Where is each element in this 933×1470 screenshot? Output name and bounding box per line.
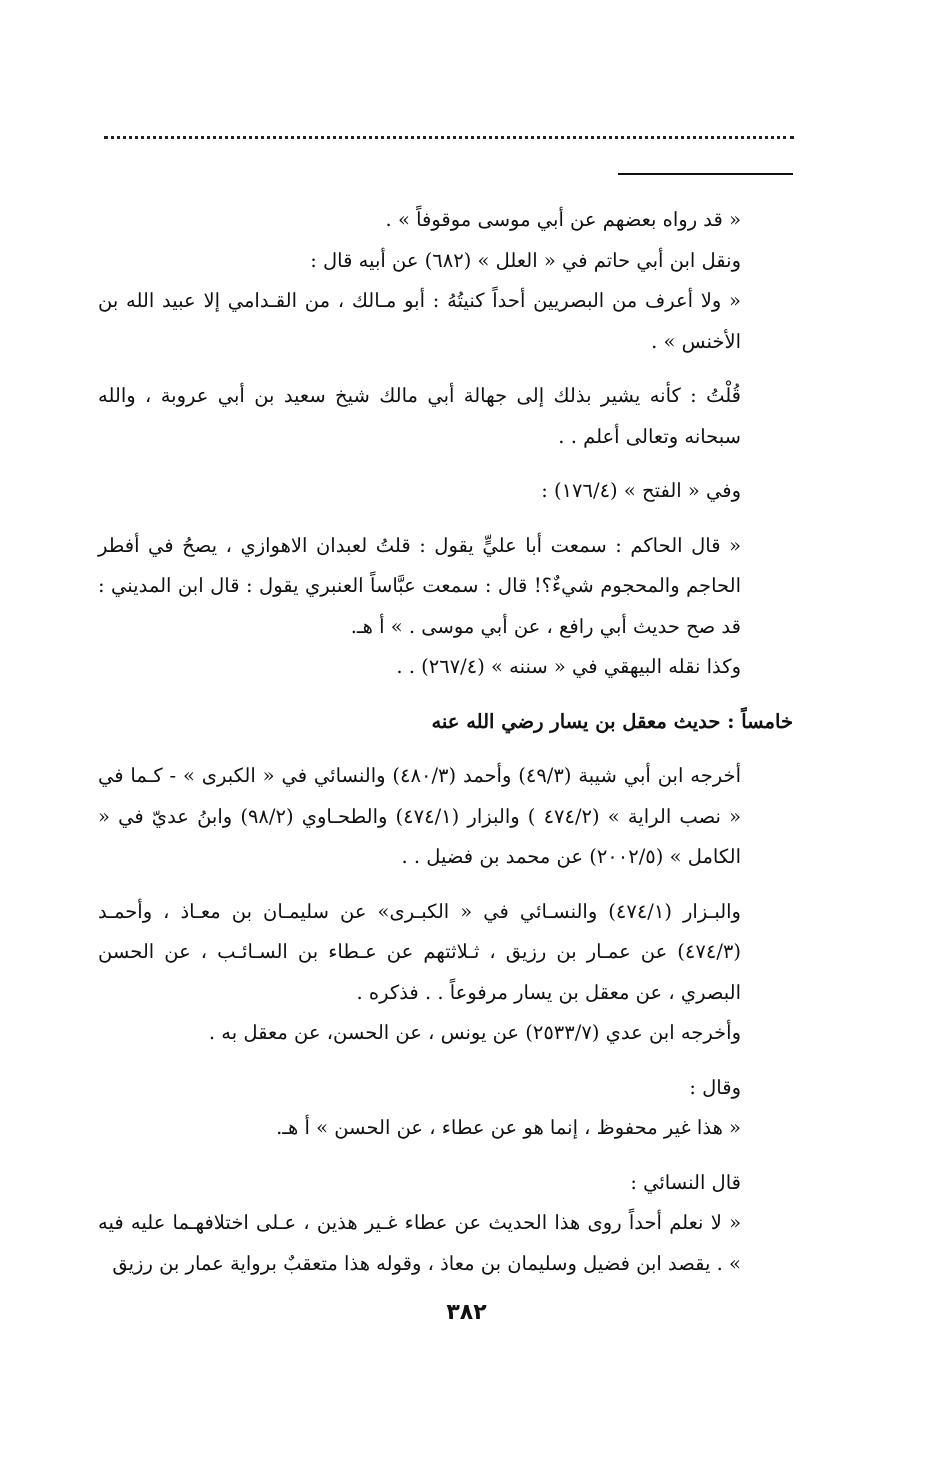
paragraph-fath-ref: وفي « الفتح » (١٧٦/٤) :	[541, 479, 741, 502]
paragraph-takhrij-1: أخرجه ابن أبي شيبة (٤٩/٣) وأحمد (٤٨٠/٣) والنسائي في « الكبرى » - كـما في « نصب الراية » (٤٧٤/٢ ) والبزار (٤٧٤/١) والطحـاوي (٩٨/٢) وابنُ عديّ في « الكامل » (٢٠٠٢/٥) عن محمد بن فضيل . .	[98, 764, 741, 868]
paragraph-wa-qala: وقال :	[689, 1075, 741, 1099]
paragraph-bayhaqi: وكذا نقله البيهقي في « سننه » (٢٦٧/٤) . .	[396, 655, 741, 678]
paragraph-quote-nasai: « لا نعلم أحداً روى هذا الحديث عن عطاء غـير هذين ، عـلى اختلافهـما عليه فيه » . يقصد ابن فضيل وسليمان بن معاذ ، وقوله هذا متعقبٌ برواية عمار بن رزيق	[98, 1211, 741, 1275]
paragraph-ibn-abi-hatim: ونقل ابن أبي حاتم في « العلل » (٦٨٢) عن أبيه قال :	[310, 248, 741, 272]
paragraph-quote-abu-malik: « ولا أعرف من البصريين أحداً كنيتُهُ : أبو مـالك ، من القـدامي إلا عبيد الله بن الأخنس » .	[98, 289, 741, 353]
paragraph-quote-ghayr-mahfuz: « هذا غير محفوظ ، إنما هو عن عطاء ، عن الحسن » أ هـ.	[276, 1116, 741, 1139]
page-body	[98, 200, 793, 1284]
paragraph-qultu: قُلْتُ : كأنه يشير بذلك إلى جهالة أبي مالك شيخ سعيد بن أبي عروبة ، والله سبحانه وتعالى أعلم . .	[98, 384, 741, 448]
paragraph-nasai-label: قال النسائي :	[630, 1170, 741, 1194]
paragraph-quote-hakim: « قال الحاكم : سمعت أبا عليٍّ يقول : قلتُ لعبدان الاهوازي ، يصحُ في أفطر الحاجم والمحجوم شيءٌ؟! قال : سمعت عبَّاساً العنبري يقول : قال ابن المديني : قد صح حديث أبي رافع ، عن أبي موسى . » أ هـ.	[98, 533, 741, 638]
section-heading-fifth: خامساً : حديث معقل بن يسار رضي الله عنه	[431, 709, 793, 733]
paragraph-ibn-adi: وأخرجه ابن عدي (٢٥٣٣/٧) عن يونس ، عن الحسن، عن معقل به .	[208, 1021, 741, 1044]
paragraph-quote-mawquf: « قد رواه بعضهم عن أبي موسى موقوفاً » .	[385, 208, 741, 231]
dotted-rule	[104, 136, 794, 139]
footnote-separator	[618, 173, 793, 175]
page-number: ٣٨٢	[446, 1300, 487, 1325]
paragraph-takhrij-2: والبـزار (٤٧٤/١) والنسـائي في « الكبـرى» عن سليمـان بن معـاذ ، وأحمـد (٤٧٤/٣) عن عمـار بن رزيق ، ثـلاثتهم عن عـطاء بن السـائـب ، عن الحسن البصري ، عن معقل بن يسار مرفوعاً . . فذكره .	[98, 899, 741, 1004]
